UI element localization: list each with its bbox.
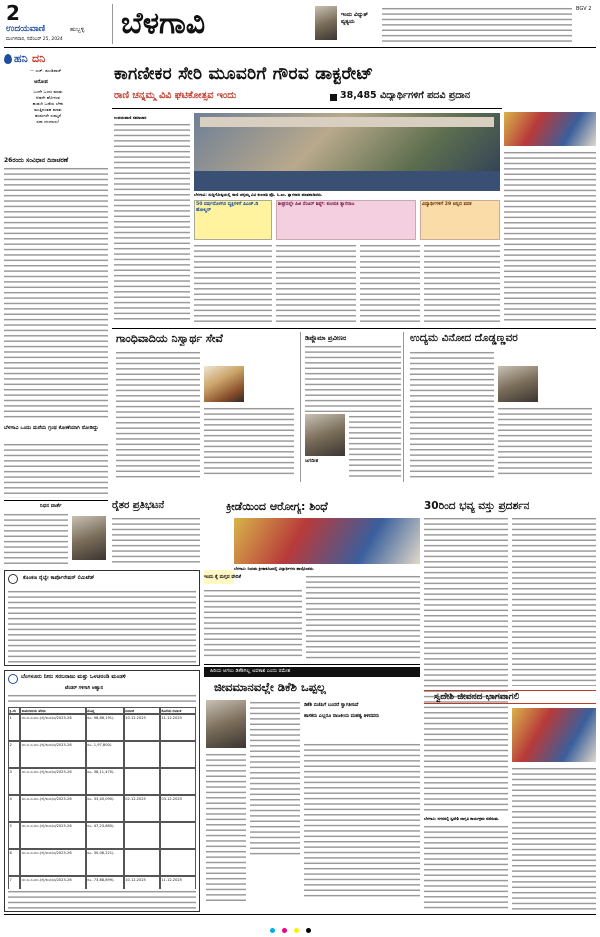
drop-icon bbox=[4, 54, 12, 64]
tender-table-cell: ಬೆಂ.ಜ.ಸ.ಮಂ.(ಕೆ)/ಕಾಮ/ಪ/2025-26 bbox=[20, 822, 86, 849]
tender-table-cell: 2 bbox=[8, 741, 20, 768]
center-feature-photo bbox=[305, 414, 345, 456]
tender-table-cell: ರೂ. 33,40,090/- bbox=[86, 795, 124, 822]
jeeva-bullets bbox=[304, 702, 420, 720]
tender-header-cell: ಕ್ರ.ಸಂ bbox=[8, 707, 20, 714]
tender-table bbox=[8, 707, 196, 903]
center-feature-name: ಜಗದೀಶ bbox=[305, 458, 319, 464]
lead-body-col2 bbox=[194, 243, 272, 323]
tender-table-cell: ಬೆಂ.ಜ.ಸ.ಮಂ.(ಕೆ)/ಕಾಮ/ಪ/2025-26 bbox=[20, 795, 86, 822]
promo-text: ಇಂದು ವಿದ್ಯುತ್ ವ್ಯತ್ಯಯ bbox=[341, 12, 368, 25]
masthead bbox=[0, 0, 600, 68]
tender-table-cell bbox=[124, 849, 160, 876]
tender-table-cell: ರೂ. 98,88,191/- bbox=[86, 714, 124, 741]
table-strip bbox=[194, 171, 500, 191]
left-story2-headline: ಬೆಳಗಾವಿ ಒಂದು ಮನೆಯ ಗ್ರಂಥ ಕೋಣೆಯಾಗಿ ನೋಡಿದ್ದು bbox=[4, 425, 99, 431]
tender-table-cell: ಬೆಂ.ಜ.ಸ.ಮಂ.(ಕೆ)/ಕಾಮ/ಪ/2025-26 bbox=[20, 714, 86, 741]
obituary-body bbox=[4, 512, 68, 566]
left-story2-body bbox=[4, 442, 108, 498]
hani-dani-author: — ಎಚ್. ಡುಂಡಿರಾಜ್ bbox=[30, 68, 62, 73]
lead-byline: ಉದಯವಾಣಿ ಸಮಾಚಾರ bbox=[114, 115, 147, 120]
tender-table-cell: 10.12.2025 bbox=[124, 876, 160, 903]
tender-intro bbox=[8, 693, 196, 705]
tender-table-cell: ರೂ. 1,97,800/- bbox=[86, 741, 124, 768]
tender-table-cell: 11.12.2025 bbox=[160, 876, 196, 903]
section-title: ಬೆಳಗಾವಿ bbox=[121, 6, 206, 41]
tender-table-row bbox=[8, 822, 196, 849]
left-story1-body bbox=[4, 166, 108, 420]
tender-header-cell: ಕಾಮಗಾರಿಯ ಹೆಸರು bbox=[20, 707, 86, 714]
center-feature-body-2 bbox=[349, 414, 401, 478]
right-top-body bbox=[504, 150, 596, 324]
feature-row-rule bbox=[112, 328, 596, 329]
tender-table-cell: 4 bbox=[8, 795, 20, 822]
tender-footer bbox=[8, 889, 196, 909]
tender-table-cell: ರೂ. 38,11,470/- bbox=[86, 768, 124, 795]
lead-body-col1 bbox=[114, 122, 190, 322]
obituary-title: ನಿಧನ ವಾರ್ತೆ bbox=[40, 503, 62, 509]
gandhi-headline: ಗಾಂಧಿವಾದಿಯ ನಿಸ್ವಾರ್ಥ ಸೇವೆ bbox=[116, 332, 223, 345]
jeeva-bullet: ಶಾಸಕರು ಎಲ್ಲರೂ ರಾಜಕೀಯ ಮಹತ್ವ ತಿಳಿದವರು bbox=[304, 714, 380, 719]
expo-photo-caption: ಬೆಳಗಾವಿ: ನಗರದಲ್ಲಿ ಸ್ವದೇಶಿ ಜಾಗೃತಿ ಕಾರ್ಯಕ್ರಮ ನಡೆಯಿತು. bbox=[424, 816, 500, 821]
expo-body-2 bbox=[512, 516, 596, 686]
tender-subtitle: ಟೆಂಡರ್ ಗಳಿಗಾಗಿ ಆಹ್ವಾನ bbox=[65, 686, 104, 691]
tender-table-cell: 03.12.2025 bbox=[160, 795, 196, 822]
hani-dani-title-1: ಹನಿ bbox=[14, 52, 28, 65]
tender-org: ಬೆಂಗಳೂರು ನೀರು ಸರಬರಾಜು ಮತ್ತು ಒಳಚರಂಡಿ ಮಂಡಳಿ bbox=[21, 674, 126, 680]
obituary-box bbox=[4, 512, 108, 566]
color-registration-marks bbox=[270, 918, 330, 924]
tender-table-cell: 5 bbox=[8, 822, 20, 849]
center-feature bbox=[300, 332, 404, 482]
tender-table-cell bbox=[160, 768, 196, 795]
sidebar-box-1-title: 50 ವರ್ಷದೊಳಗಿನ ವ್ಯಕ್ತಿಗಳಿಗೆ ಪಿಎಚ್.ಡಿ ಹೋಲ್ಡರ್ bbox=[196, 202, 259, 213]
poem-title: ಆರೋಪ bbox=[34, 79, 48, 85]
expo-photo bbox=[512, 708, 596, 762]
tender-table-row bbox=[8, 849, 196, 876]
left-ad-rule bbox=[4, 500, 108, 501]
tender-table-cell: 10.12.2025 bbox=[124, 714, 160, 741]
tender-table-row bbox=[8, 768, 196, 795]
tender-table-header bbox=[8, 707, 196, 714]
udyama-body-2 bbox=[498, 406, 592, 478]
tender-table-cell: 6 bbox=[8, 849, 20, 876]
masthead-rule bbox=[4, 47, 596, 48]
tender-table-cell: 1 bbox=[8, 714, 20, 741]
poem-line: ಹುಡುಗರೇ ಸುಮ್ಮನೆ bbox=[34, 113, 62, 118]
gandhi-body-1 bbox=[116, 350, 200, 478]
poem-line: ಹುಡುಗಿ ಒಡೆಯ ಬೇಕು bbox=[32, 101, 64, 106]
paper-name: ಉದಯವಾಣಿ bbox=[6, 24, 46, 34]
jeeva-headline: ಜೀವಮಾನವಲ್ಲೇ ಡಿಕೆಶಿ ಒಪ್ಪಲ್ಲ bbox=[214, 680, 326, 694]
jeeva-tagline: ಹಿರಿಯ ಆಗಲು ಡಿಕೆಶಿಗಿಲ್ಲ ಅವಕಾಶ ಎಂದು ರಮೇಶ bbox=[210, 668, 291, 674]
lead-subheadline-right: 38,485 ವಿದ್ಯಾರ್ಥಿಗಳಿಗೆ ಪದವಿ ಪ್ರದಾನ bbox=[340, 90, 471, 101]
tender-table-cell: 02.12.2025 bbox=[124, 795, 160, 822]
expo-body-3 bbox=[424, 824, 508, 912]
raitha-highlight: ಇಂದು ಕೈ ಮಗ್ಗದ ವೇದಿಕೆ bbox=[204, 575, 242, 580]
sidebar-box-2-title: ಶೀಘ್ರದಲ್ಲೇ ಪಿಜಿ ಸೆಂಟರ್ ಶಿಫ್ಟ್: ಕುಲಪತಿ ತ್ಯಾಗರಾಜ bbox=[278, 202, 355, 207]
tender-table-cell bbox=[160, 849, 196, 876]
square-bullet-icon bbox=[330, 94, 337, 101]
obituary-photo bbox=[72, 516, 106, 560]
tender-table-cell: ರೂ. 73,88,899/- bbox=[86, 876, 124, 903]
lead-body-col4 bbox=[360, 243, 420, 323]
tender-table-cell: ಬೆಂ.ಜ.ಸ.ಮಂ.(ಕೆ)/ಕಾಮ/ಪ/2025-26 bbox=[20, 768, 86, 795]
jeeva-body-3 bbox=[206, 752, 246, 902]
tender-table-body bbox=[8, 714, 196, 903]
poem-line: ಆಡದೇ ಹೋಗುವ bbox=[35, 95, 61, 100]
poem-line: ಸದಾ ಚಂಚಲರು! bbox=[36, 119, 60, 124]
tender-table-cell bbox=[160, 741, 196, 768]
sports-body-2 bbox=[306, 574, 420, 660]
lead-body-col3 bbox=[276, 243, 356, 323]
sports-body-1 bbox=[204, 588, 302, 660]
date-line: ಮಂಗಳವಾರ, ನವೆಂಬರ್ 25, 2024 bbox=[6, 37, 63, 42]
tender-table-cell: ಬೆಂ.ಜ.ಸ.ಮಂ.(ಕೆ)/ಕಾಮ/ಪ/2025-26 bbox=[20, 741, 86, 768]
sidebar-box-3-title: ವಿದ್ಯಾರ್ಥಿಗಳಿಗೆ 29 ಚಿನ್ನದ ಪದಕ bbox=[422, 202, 472, 207]
tender-header-cell: ದಿನಾಂಕ bbox=[124, 707, 160, 714]
tender-header-cell: ಕೊನೆಯ ದಿನಾಂಕ bbox=[160, 707, 196, 714]
sports-photo bbox=[234, 518, 420, 564]
tender-table-cell: 11.12.2025 bbox=[160, 714, 196, 741]
railway-ad-title: ಕೊಂಕಣ ರೈಲ್ವೇ ಕಾರ್ಪೊರೇಷನ್ ಲಿಮಿಟೆಡ್ bbox=[23, 575, 95, 581]
railway-logo bbox=[8, 574, 18, 584]
sports-headline: ಕ್ರೀಡೆಯಿಂದ ಆರೋಗ್ಯ: ಶಿಂಧೆ bbox=[226, 500, 328, 513]
expo-body-1 bbox=[424, 516, 508, 812]
udyama-photo bbox=[498, 366, 538, 402]
expo-headline: 30ರಿಂದ ಭವ್ಯ ವಸ್ತು ಪ್ರದರ್ಶನ bbox=[424, 500, 530, 512]
hani-dani-box bbox=[4, 52, 84, 152]
promo-photo bbox=[315, 6, 337, 40]
gandhi-body-2 bbox=[204, 406, 294, 478]
railway-ad-body bbox=[8, 589, 196, 663]
tender-table-cell bbox=[124, 741, 160, 768]
gandhi-photo bbox=[204, 366, 244, 402]
raitha-headline: ರೈತರ ಪ್ರತಿಭಟನೆ bbox=[112, 500, 165, 511]
left-story1-headline: 26ರಂದು ಸಂವಿಧಾನ ದಿನಾಚರಣೆ bbox=[4, 157, 69, 164]
lead-rule bbox=[112, 108, 502, 109]
page-number: 2 bbox=[6, 2, 20, 24]
tender-table-cell: ಬೆಂ.ಜ.ಸ.ಮಂ.(ಕೆ)/ಕಾಮ/ಪ/2025-26 bbox=[20, 876, 86, 903]
tender-table-cell bbox=[124, 768, 160, 795]
sports-photo-caption: ಬೆಳಗಾವಿ: ನಿಯಮ ಕ್ರೀಡಾಕೂಟದಲ್ಲಿ ವಿದ್ಯಾರ್ಥಿಗಳು ಪಾಲ್ಗೊಂಡರು. bbox=[234, 566, 315, 571]
tender-table-cell bbox=[160, 822, 196, 849]
lead-photo-caption: ಬೆಳಗಾವಿ: ಸುದ್ದಿಗೋಷ್ಠಿಯಲ್ಲಿ ರಾಣಿ ಚನ್ನಮ್ಮ ವಿವಿ ಕುಲಪತಿ ಪ್ರೊ. ಸಿ.ಎಂ. ತ್ಯಾಗರಾಜ ಮಾತನಾಡಿದರು. bbox=[194, 192, 323, 197]
udyama-headline: ಉದ್ಯಮ ವಿನೋದ ದೊಡ್ಡಣ್ಣವರ bbox=[410, 332, 518, 344]
udyama-feature bbox=[406, 332, 596, 482]
jeeva-bullet: ಡಿಕೆಶಿ ಬಿಜೆಪಿಗೆ ಬಂದರೆ ಸ್ವಾಗತಿಸುವೆ bbox=[304, 703, 359, 708]
edition-name: ಹುಬ್ಬಳ್ಳಿ bbox=[70, 26, 85, 33]
jeeva-body-1 bbox=[250, 700, 300, 856]
tender-table-cell: ರೂ. 30,06,221/- bbox=[86, 849, 124, 876]
section-title-box bbox=[112, 4, 310, 44]
tender-ad bbox=[4, 670, 200, 912]
jeeva-rule bbox=[204, 664, 420, 665]
tender-table-cell: 3 bbox=[8, 768, 20, 795]
lead-body-col5 bbox=[424, 243, 500, 323]
lead-headline: ಕಾಗಣೀಕರ ಸೇರಿ ಮೂವರಿಗೆ ಗೌರವ ಡಾಕ್ಟರೇಟ್ bbox=[114, 64, 374, 84]
poem-line: ಮುತ್ತಿನಂತಹ ಮಾತು bbox=[34, 107, 62, 112]
jeeva-photo bbox=[206, 700, 246, 748]
center-feature-headline: ಡಿಪ್ಲೊಮಾ ಪ್ರವೀಣರ bbox=[305, 334, 347, 342]
center-feature-body-1 bbox=[305, 344, 401, 412]
tender-table-row bbox=[8, 795, 196, 822]
banner-strip bbox=[200, 117, 494, 127]
udyama-body-1 bbox=[410, 350, 494, 478]
tender-table-cell: ಬೆಂ.ಜ.ಸ.ಮಂ.(ಕೆ)/ಕಾಮ/ಪ/2025-26 bbox=[20, 849, 86, 876]
raitha-body-1 bbox=[112, 516, 200, 566]
gandhi-feature bbox=[112, 332, 298, 482]
promo-body bbox=[382, 6, 572, 44]
tender-table-cell: 7 bbox=[8, 876, 20, 903]
sidebar-box-3 bbox=[420, 200, 500, 240]
corner-tag: BGV 2 bbox=[576, 6, 592, 12]
jeeva-body-2 bbox=[304, 742, 420, 898]
bwssb-logo bbox=[8, 674, 18, 684]
right-top-photo bbox=[504, 112, 596, 146]
sidebar-box-1 bbox=[194, 200, 272, 240]
railway-ad bbox=[4, 570, 200, 666]
lead-photo bbox=[194, 113, 500, 191]
expo-body-4 bbox=[512, 766, 596, 912]
expo-banner: ಸ್ವದೇಶಿ ಜೀವನದ ಭಾಗವಾಗಲಿ bbox=[434, 692, 520, 702]
tender-table-row bbox=[8, 714, 196, 741]
footer-rule bbox=[4, 914, 596, 915]
tender-table-row bbox=[8, 741, 196, 768]
poem-line: ಒಂದೇ ಒಂದು ಮಾತು bbox=[33, 89, 63, 94]
poem-lines bbox=[16, 89, 80, 125]
tender-table-cell: ರೂ. 47,23,685/- bbox=[86, 822, 124, 849]
hani-dani-title-2: ದನಿ bbox=[32, 52, 46, 65]
lead-subheadline-left: ರಾಣಿ ಚನ್ನಮ್ಮ ವಿವಿ ಘಟಿಕೋತ್ಸವ ಇಂದು bbox=[114, 90, 237, 101]
tender-header-cell: ಮೊತ್ತ bbox=[86, 707, 124, 714]
tender-table-cell bbox=[124, 822, 160, 849]
sidebar-box-2 bbox=[276, 200, 416, 240]
expo-banner-box bbox=[424, 690, 596, 704]
